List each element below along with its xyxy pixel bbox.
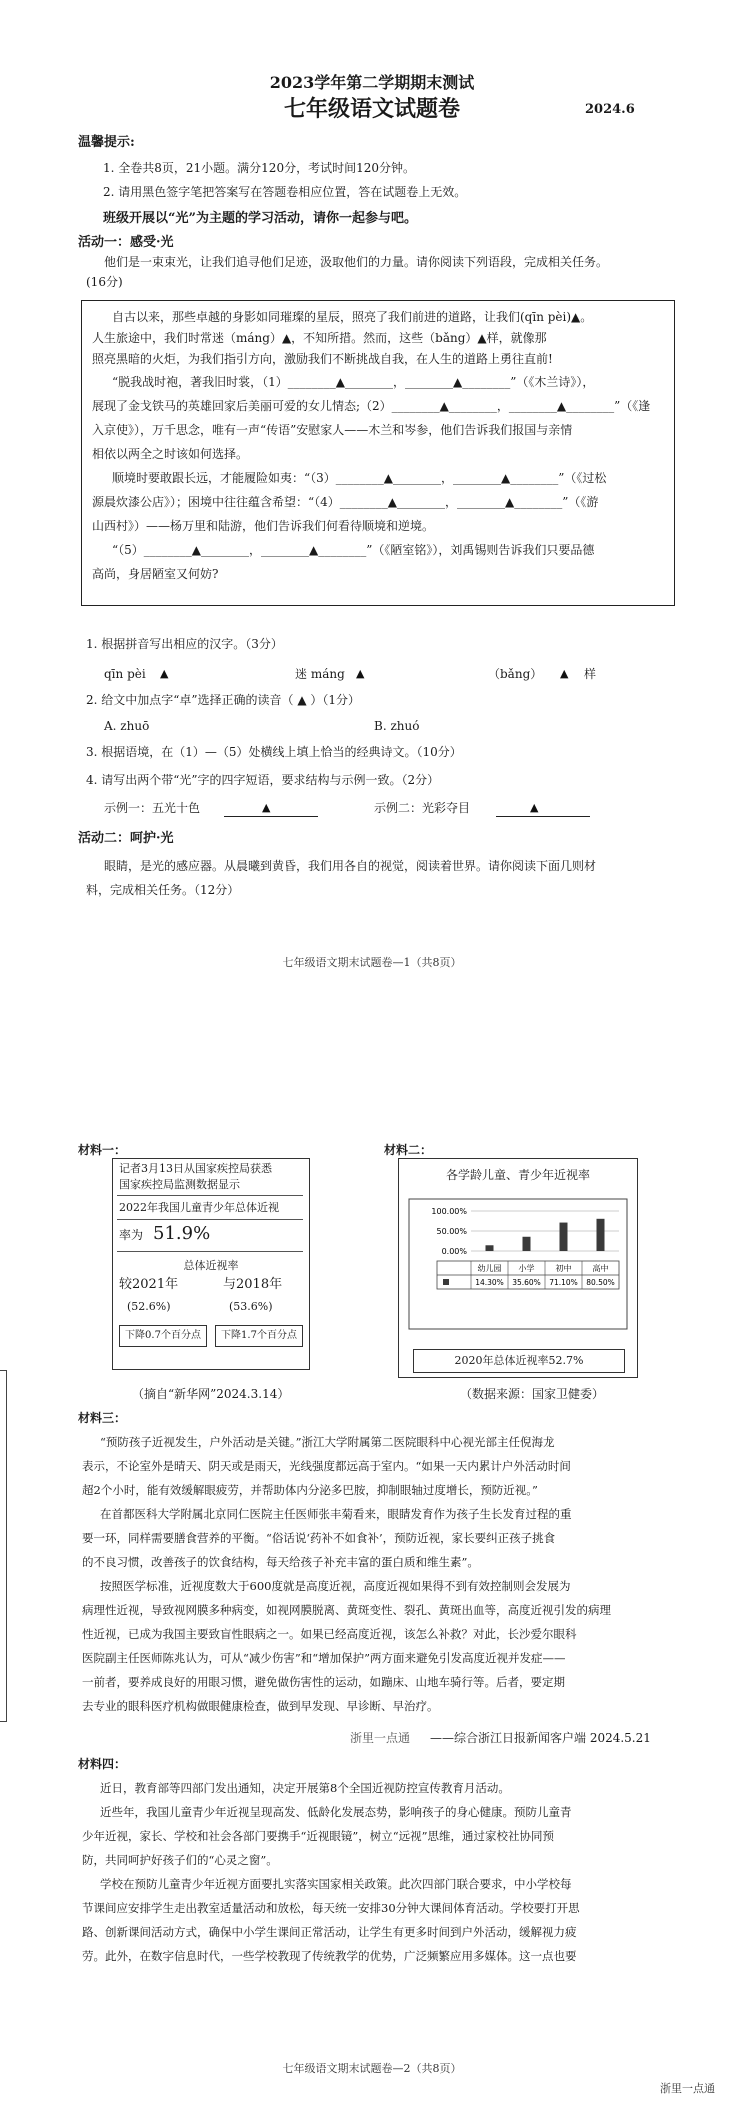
bar-小学 (523, 1237, 531, 1251)
material-2-source: （数据来源：国家卫健委） (460, 1387, 605, 1401)
q1-c-answer-mark[interactable]: ▲ (560, 667, 569, 680)
m3-line: 的不良习惯，改善孩子的饮食结构，每天给孩子补充丰富的蛋白质和维生素”。 (82, 1555, 479, 1569)
material-3-label: 材料三： (78, 1411, 127, 1425)
activity1-intro-line2: (16分) (86, 275, 123, 289)
m3-watermark: 浙里一点通 (350, 1731, 411, 1745)
passage-line: “脱我战时袍，著我旧时裳，（1）________▲________，________▲________”（《木兰诗》）， (112, 375, 595, 389)
y-tick-label: 50.00% (436, 1227, 467, 1236)
value-label: 80.50% (586, 1278, 615, 1287)
question-3: 3. 根据语境，在（1）—（5）处横线上填上恰当的经典诗文。（10分） (86, 745, 462, 759)
m1-total-label: 总体近视率 (183, 1259, 239, 1272)
chart-title: 各学龄儿童、青少年近视率 (445, 1168, 590, 1182)
m1-year-text: 2022年我国儿童青少年总体近视 (119, 1201, 279, 1214)
y-tick-label: 100.00% (431, 1207, 467, 1216)
activity1-intro-line1: 他们是一束束光，让我们追寻他们足迹，汲取他们的力量。请你阅读下列语段，完成相关任务。 (104, 255, 609, 269)
m3-line: 表示，不论室外是晴天、阴天或是雨天，光线强度都远高于室内。“如果一天内累计户外活动时间 (82, 1459, 571, 1473)
m3-line: 超2个小时，能有效缓解眼疲劳，并帮助体内分泌多巴胺，抑制眼轴过度增长，预防近视。” (82, 1483, 538, 1497)
tips-label: 温馨提示: (78, 135, 135, 150)
bar-高中 (597, 1219, 605, 1251)
category-label: 初中 (555, 1264, 572, 1273)
passage-line: 山西村》）——杨万里和陆游，他们告诉我们何看待顺境和逆境。 (92, 519, 435, 533)
q4-answer-2-mark[interactable]: ▲ (530, 801, 539, 814)
m4-line: 学校在预防儿童青少年近视方面要扎实落实国家相关政策。此次四部门联合要求，中小学校每 (100, 1877, 572, 1891)
corner-watermark: 浙里一点通 (660, 2082, 715, 2095)
value-label: 71.10% (549, 1278, 578, 1287)
material-1-card (112, 1158, 310, 1370)
m1-drop-box-2: 下降1.7个百分点 (215, 1325, 303, 1347)
m3-line: 去专业的眼科医疗机构做眼健康检查，做到早发现、早诊断、早治疗。 (82, 1699, 439, 1713)
m3-line: 病理性近视，导致视网膜多种病变，如视网膜脱离、黄斑变性、裂孔、黄斑出血等，高度近视引发的病理 (82, 1603, 611, 1617)
exam-main-title: 七年级语文试题卷 (283, 96, 460, 122)
m3-line: 要一环，同样需要膳食营养的平衡。“俗话说‘药补不如食补’，预防近视，家长要纠正孩子挑食 (82, 1531, 556, 1545)
m1-divider (117, 1195, 303, 1196)
question-2: 2. 给文中加点字“卓”选择正确的读音（ ▲ ）（1分） (86, 693, 361, 707)
material-1-label: 材料一： (78, 1143, 127, 1157)
activity2-heading: 活动二：呵护·光 (78, 831, 174, 846)
m1-note-line2: 国家疾控局监测数据显示 (119, 1178, 240, 1191)
m3-line: 一前者，要养成良好的用眼习惯，避免做伤害性的运动，如蹦床、山地车骑行等。后者，要定期 (82, 1675, 565, 1689)
m1-rate-label: 率为 (119, 1228, 144, 1242)
page-1-footer: 七年级语文期末试题卷—1（共8页） (282, 956, 462, 969)
m4-line: 路、创新课间活动方式，确保中小学生课间正常活动，让学生有更多时间到户外活动，缓解视力疲 (82, 1925, 577, 1939)
passage-line: 相依以两全之时该如何选择。 (92, 447, 249, 461)
m3-line: “预防孩子近视发生，户外活动是关键。”浙江大学附属第二医院眼科中心视光部主任倪海龙 (100, 1435, 555, 1449)
exam-date: 2024.6 (585, 102, 635, 117)
q2-option-a[interactable]: A. zhuō (104, 719, 150, 733)
tip-1: 1. 全卷共8页，21小题。满分120分，考试时间120分钟。 (103, 161, 415, 175)
activity1-heading: 活动一：感受·光 (78, 235, 174, 250)
passage-line: 人生旅途中，我们时常迷（máng）▲，不知所措。然而，这些（bǎng）▲样，就像那 (92, 331, 547, 345)
activity2-intro-line1: 眼睛，是光的感应器。从晨曦到黄昏，我们用各自的视觉，阅读着世界。请你阅读下面几则材 (104, 859, 597, 873)
m3-line: 性近视，已成为我国主要致盲性眼病之一。如果已经高度近视，该怎么补救？对此，长沙爱尔眼科 (82, 1627, 577, 1641)
value-label: 14.30% (475, 1278, 504, 1287)
value-label: 35.60% (512, 1278, 541, 1287)
material-2-card (398, 1158, 638, 1378)
m4-line: 少年近视，家长、学校和社会各部门要携手“近视眼镜”，树立“远视”思维，通过家校社协同预 (82, 1829, 555, 1843)
m3-line: 按照医学标准，近视度数大于600度就是高度近视，高度近视如果得不到有效控制则会发展为 (100, 1579, 571, 1593)
q4-example-1: 示例一：五光十色 (104, 801, 201, 815)
m2-total-box: 2020年总体近视率52.7% (413, 1349, 625, 1373)
passage-line: 自古以来，那些卓越的身影如同璀璨的星辰，照亮了我们前进的道路，让我们(qīn pèi)▲。 (112, 310, 593, 324)
m4-line: 节课间应安排学生走出教室适量活动和放松，每天统一安排30分钟大课间体育活动。学校要打开思 (82, 1901, 580, 1915)
activity2-intro-line2: 料，完成相关任务。（12分） (86, 883, 240, 897)
m1-compare-2018: 与2018年 (223, 1277, 283, 1292)
m4-line: 近日，教育部等四部门发出通知，决定开展第8个全国近视防控宣传教育月活动。 (100, 1781, 510, 1795)
category-label: 幼儿园 (477, 1264, 502, 1273)
passage-line: 源晨炊漆公店》）；困境中往往蕴含希望：“（4）________▲________，________▲________”（《游 (92, 495, 599, 509)
legend-swatch (443, 1279, 449, 1285)
m1-drop-box-1: 下降0.7个百分点 (119, 1325, 207, 1347)
m1-rate-value: 51.9% (153, 1223, 211, 1244)
q1-c-suffix: 样 (584, 667, 597, 681)
material-2-label: 材料二： (384, 1143, 433, 1157)
exam-page-1-lower (0, 770, 744, 1000)
q1-c-pinyin: （bǎng） (488, 667, 543, 681)
m3-line: 医院副主任医师陈兆认为，可从“减少伤害”和“增加保护”两方面来避免引发高度近视并发症—— (82, 1651, 566, 1665)
passage-line: 展现了金戈铁马的英雄回家后美丽可爱的女儿情态;（2）________▲________，________▲________”（《逢 (92, 399, 651, 413)
tip-2: 2. 请用黑色签字笔把答案写在答题卷相应位置，答在试题卷上无效。 (103, 185, 467, 199)
material-3-source: ——综合浙江日报新闻客户端 2024.5.21 (430, 1731, 651, 1745)
q4-answer-2-line[interactable] (496, 816, 590, 817)
activity2-intro (86, 854, 686, 902)
binding-bracket (0, 1370, 7, 1722)
question-1: 1. 根据拼音写出相应的汉字。（3分） (86, 637, 283, 651)
q1-a-answer-mark[interactable]: ▲ (160, 667, 169, 680)
q2-option-b[interactable]: B. zhuó (374, 719, 420, 733)
material-1-source: （摘自“新华网”2024.3.14） (132, 1387, 290, 1401)
m1-value-2018: (53.6%) (229, 1300, 273, 1313)
bar-幼儿园 (486, 1245, 494, 1251)
q4-answer-1-mark[interactable]: ▲ (262, 801, 271, 814)
category-label: 高中 (592, 1264, 609, 1273)
m1-note-line1: 记者3月13日从国家疾控局获悉 (119, 1162, 272, 1175)
category-label: 小学 (518, 1264, 535, 1273)
question-4: 4. 请写出两个带“光”字的四字短语，要求结构与示例一致。（2分） (86, 773, 440, 787)
m4-line: 防，共同呵护好孩子们的“心灵之窗”。 (82, 1853, 278, 1867)
m1-value-2021: (52.6%) (127, 1300, 171, 1313)
q1-a-pinyin: qīn pèi (104, 667, 146, 681)
page-2-footer: 七年级语文期末试题卷—2（共8页） (282, 2062, 462, 2075)
q1-b-prefix: 迷 máng (295, 667, 345, 681)
passage-line: 入京使》），万千思念，唯有一声“传语”安慰家人——木兰和岑参，他们告诉我们报国与亲情 (92, 423, 573, 437)
myopia-bar-chart (399, 1189, 637, 1339)
reading-passage-box (81, 300, 675, 606)
exam-term-title: 2023学年第二学期期末测试 (269, 73, 475, 92)
m1-divider (117, 1251, 303, 1252)
passage-line: 顺境时要敢跟长远，才能履险如夷：“（3）________▲________，________▲________”（《过松 (112, 471, 607, 485)
activity1-intro (86, 252, 686, 292)
bar-初中 (560, 1223, 568, 1251)
q4-example-2: 示例二：光彩夺目 (374, 801, 471, 815)
material-4-label: 材料四： (78, 1757, 127, 1771)
theme-intro: 班级开展以“光”为主题的学习活动，请你一起参与吧。 (103, 211, 417, 226)
q1-b-answer-mark[interactable]: ▲ (356, 667, 365, 680)
material-3-body (82, 1430, 682, 1718)
material-4-body (82, 1776, 682, 1968)
y-tick-label: 0.00% (441, 1247, 467, 1256)
passage-line: “（5）________▲________，________▲________”（《陋室铭》），刘禹锡则告诉我们只要品德 (112, 543, 595, 557)
passage-line: 高尚，身居陋室又何妨? (92, 567, 219, 581)
q4-answer-1-line[interactable] (224, 816, 318, 817)
exam-page-2 (0, 1100, 744, 2104)
exam-page-1 (0, 0, 744, 770)
m1-compare-2021: 较2021年 (119, 1277, 179, 1292)
m4-line: 近些年，我国儿童青少年近视呈现高发、低龄化发展态势，影响孩子的身心健康。预防儿童青 (100, 1805, 572, 1819)
m3-line: 在首都医科大学附属北京同仁医院主任医师张丰菊看来，眼睛发育作为孩子生长发育过程的重 (100, 1507, 572, 1521)
m4-line: 劳。此外，在数字信息时代，一些学校教现了传统教学的优势，广泛频繁应用多媒体。这一点也要 (82, 1949, 577, 1963)
passage-line: 照亮黑暗的火炬，为我们指引方向，激励我们不断挑战自我，在人生的道路上勇往直前! (92, 352, 553, 366)
